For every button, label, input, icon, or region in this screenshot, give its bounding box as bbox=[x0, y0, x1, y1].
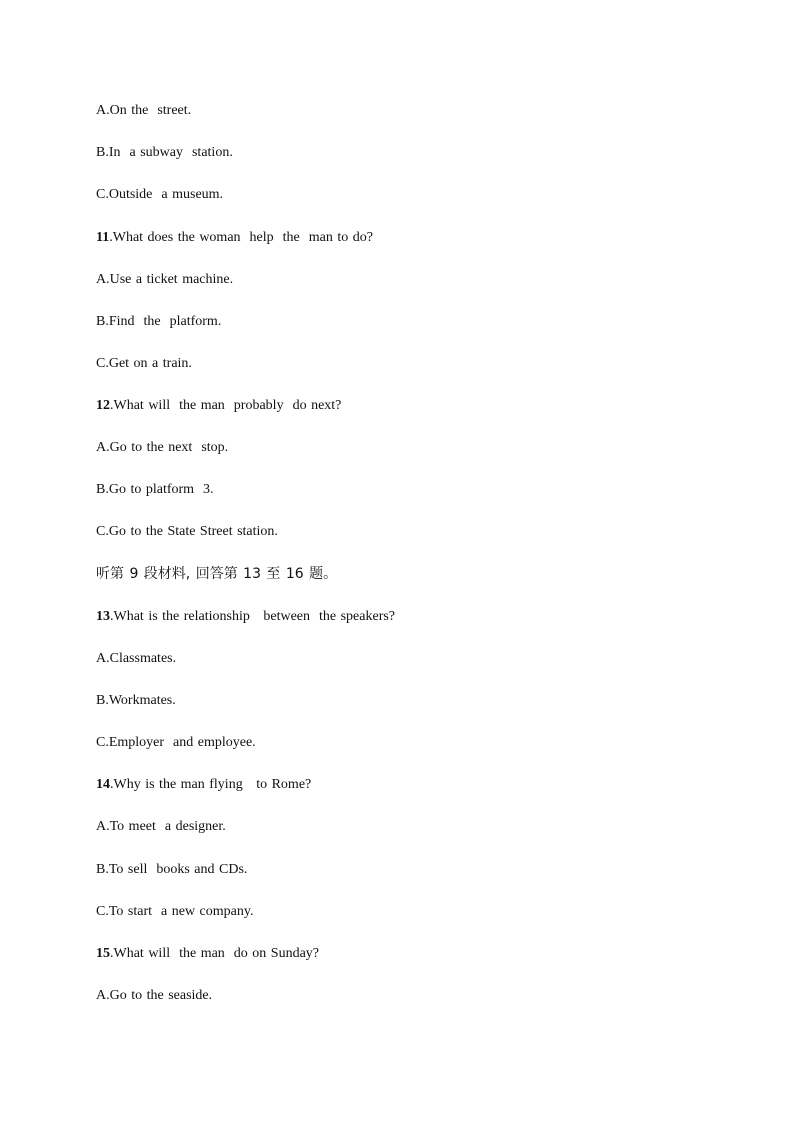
q12-option-c: C.Go to the State Street station. bbox=[96, 524, 278, 539]
q11-prompt bbox=[96, 229, 373, 247]
q13-prompt bbox=[96, 608, 395, 626]
q12-option-a: A.Go to the next stop. bbox=[96, 440, 229, 455]
section-instruction: 听第 9 段材料, 回答第 13 至 16 题。 bbox=[96, 566, 338, 582]
q11-option-a: A.Use a ticket machine. bbox=[96, 272, 234, 287]
q12-number: 12 bbox=[96, 398, 110, 413]
q12-option-b: B.Go to platform 3. bbox=[96, 482, 214, 497]
q15-number: 15 bbox=[96, 946, 110, 961]
q11-option-c: C.Get on a train. bbox=[96, 356, 192, 371]
q13-option-a: A.Classmates. bbox=[96, 651, 177, 666]
q11-number: 11 bbox=[96, 230, 110, 245]
q13-text: .What is the relationship between the speakers? bbox=[110, 609, 396, 624]
q14-option-b: B.To sell books and CDs. bbox=[96, 862, 248, 877]
q14-option-c: C.To start a new company. bbox=[96, 904, 254, 919]
q15-text: .What will the man do on Sunday? bbox=[110, 946, 320, 961]
q13-option-c: C.Employer and employee. bbox=[96, 735, 256, 750]
q14-number: 14 bbox=[96, 777, 110, 792]
q12-text: .What will the man probably do next? bbox=[110, 398, 342, 413]
q10-option-b: B.In a subway station. bbox=[96, 145, 233, 160]
q15-prompt bbox=[96, 945, 319, 963]
q10-option-c: C.Outside a museum. bbox=[96, 187, 224, 202]
q13-number: 13 bbox=[96, 609, 110, 624]
q15-option-a: A.Go to the seaside. bbox=[96, 988, 213, 1003]
q10-option-a: A.On the street. bbox=[96, 103, 192, 118]
q11-text: .What does the woman help the man to do? bbox=[109, 230, 373, 245]
q14-text: .Why is the man flying to Rome? bbox=[110, 777, 312, 792]
q14-prompt bbox=[96, 776, 311, 794]
q11-option-b: B.Find the platform. bbox=[96, 314, 222, 329]
q12-prompt bbox=[96, 397, 341, 415]
q13-option-b: B.Workmates. bbox=[96, 693, 176, 708]
q14-option-a: A.To meet a designer. bbox=[96, 819, 226, 834]
